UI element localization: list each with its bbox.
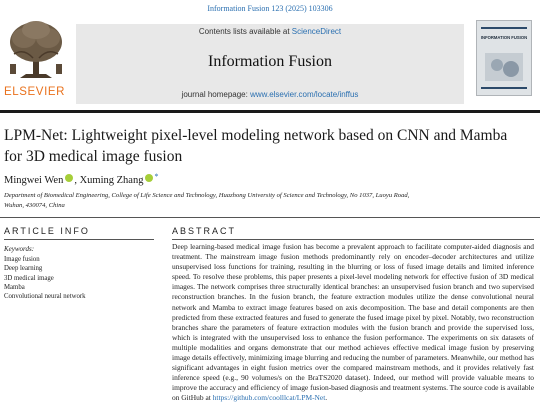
homepage-line [76,90,464,99]
keyword-item: Convolutional neural network [4,293,86,301]
journal-cover-thumbnail[interactable] [476,20,532,96]
author-name[interactable]: Mingwei Wen [4,175,64,186]
journal-reference[interactable]: Information Fusion 123 (2025) 103306 [207,4,333,13]
orcid-icon[interactable] [65,174,73,182]
journal-banner [76,24,464,104]
elsevier-wordmark: ELSEVIER [4,86,66,98]
journal-title: Information Fusion [208,53,332,70]
contents-prefix: Contents lists available at [198,27,292,36]
article-info-rule [4,239,154,240]
header-divider [0,110,540,113]
keyword-item: 3D medical image [4,274,54,282]
elsevier-tree-icon [0,18,72,84]
abstract-body [172,242,534,404]
article-info-heading: ARTICLE INFO [4,226,90,236]
section-divider [0,217,540,218]
orcid-icon[interactable] [145,174,153,182]
author-list [4,172,158,186]
keywords-list [4,255,154,301]
abstract-rule [172,239,534,240]
abstract-text: Deep learning-based medical image fusion has become a prevalent approach to facilitate computer-aided diagnosis and treatment. The mainstream image fusion methods predominantly rely on encoder–decoder architectures and utilize unsupervised loss functions for training, resulting in the blurring or loss of fused image details and limited inference speed. To resolve these problems, this paper presents a pixel-level modeling network for effective fusion of 3D medical images. The network comprises three structurally identical branches: an unsupervised fusion branch and two supervised reconstruction branches. In the fusion branch, the feature extraction modules utilize the dense convolutional neural network and Mamba to extract image features based on axis decomposition. The base and detail components are then predicted from these extracted features and fused to generate the fused image pixel by pixel. Notably, two reconstruction branches share the parameters of feature extraction modules with the fusion branch and provide the supervised loss, which is integrated with the unsupervised loss to enhance the fusion performance. The experiments on six datasets of multiple modalities and organs demonstrate that our method achieves effective medical image fusion by preserving image details effectively, minimizing image blurring and reducing the number of parameters. Meanwhile, our method has significant advantages in eight fusion metrics over the compared mainstream methods, and it provides relatively fast inference speed (e.g., 90 volumes/s on the BraTS2020 dataset). Indeed, our method will provide valuable means to improve the accuracy and efficiency of image fusion-based diagnosis and treatment systems. The source code is available on GitHub at [172,242,534,403]
abstract-end: . [325,393,328,403]
sciencedirect-link[interactable]: ScienceDirect [291,27,342,36]
elsevier-logo[interactable] [0,18,72,102]
keyword-item: Deep learning [4,265,43,273]
paper-title: LPM-Net: Lightweight pixel-level modeling network based on CNN and Mamba for 3D medical image fusion [4,127,508,165]
homepage-prefix: journal homepage: [181,90,251,99]
author-separator: , [74,175,80,186]
cover-art-icon [477,21,531,95]
journal-homepage-link[interactable]: www.elsevier.com/locate/inffus [250,90,359,99]
contents-line [76,27,464,36]
corresponding-author-mark[interactable]: * [154,172,159,181]
journal-masthead [0,18,540,102]
abstract-heading: ABSTRACT [172,226,237,236]
author-affiliation: Department of Biomedical Engineering, College of Life Science and Technology, Huazhong University of Science and Technology, No 1037, Luoyu Road, Wuhan, 430074, China [4,192,410,209]
cover-title: INFORMATION FUSION [480,35,528,40]
keywords-label: Keywords: [4,245,35,253]
author-name[interactable]: Xuming Zhang [79,175,144,186]
source-code-link[interactable]: https://github.com/coolllcat/LPM-Net [212,393,326,403]
keyword-item: Mamba [4,283,25,291]
keyword-item: Image fusion [4,256,40,263]
